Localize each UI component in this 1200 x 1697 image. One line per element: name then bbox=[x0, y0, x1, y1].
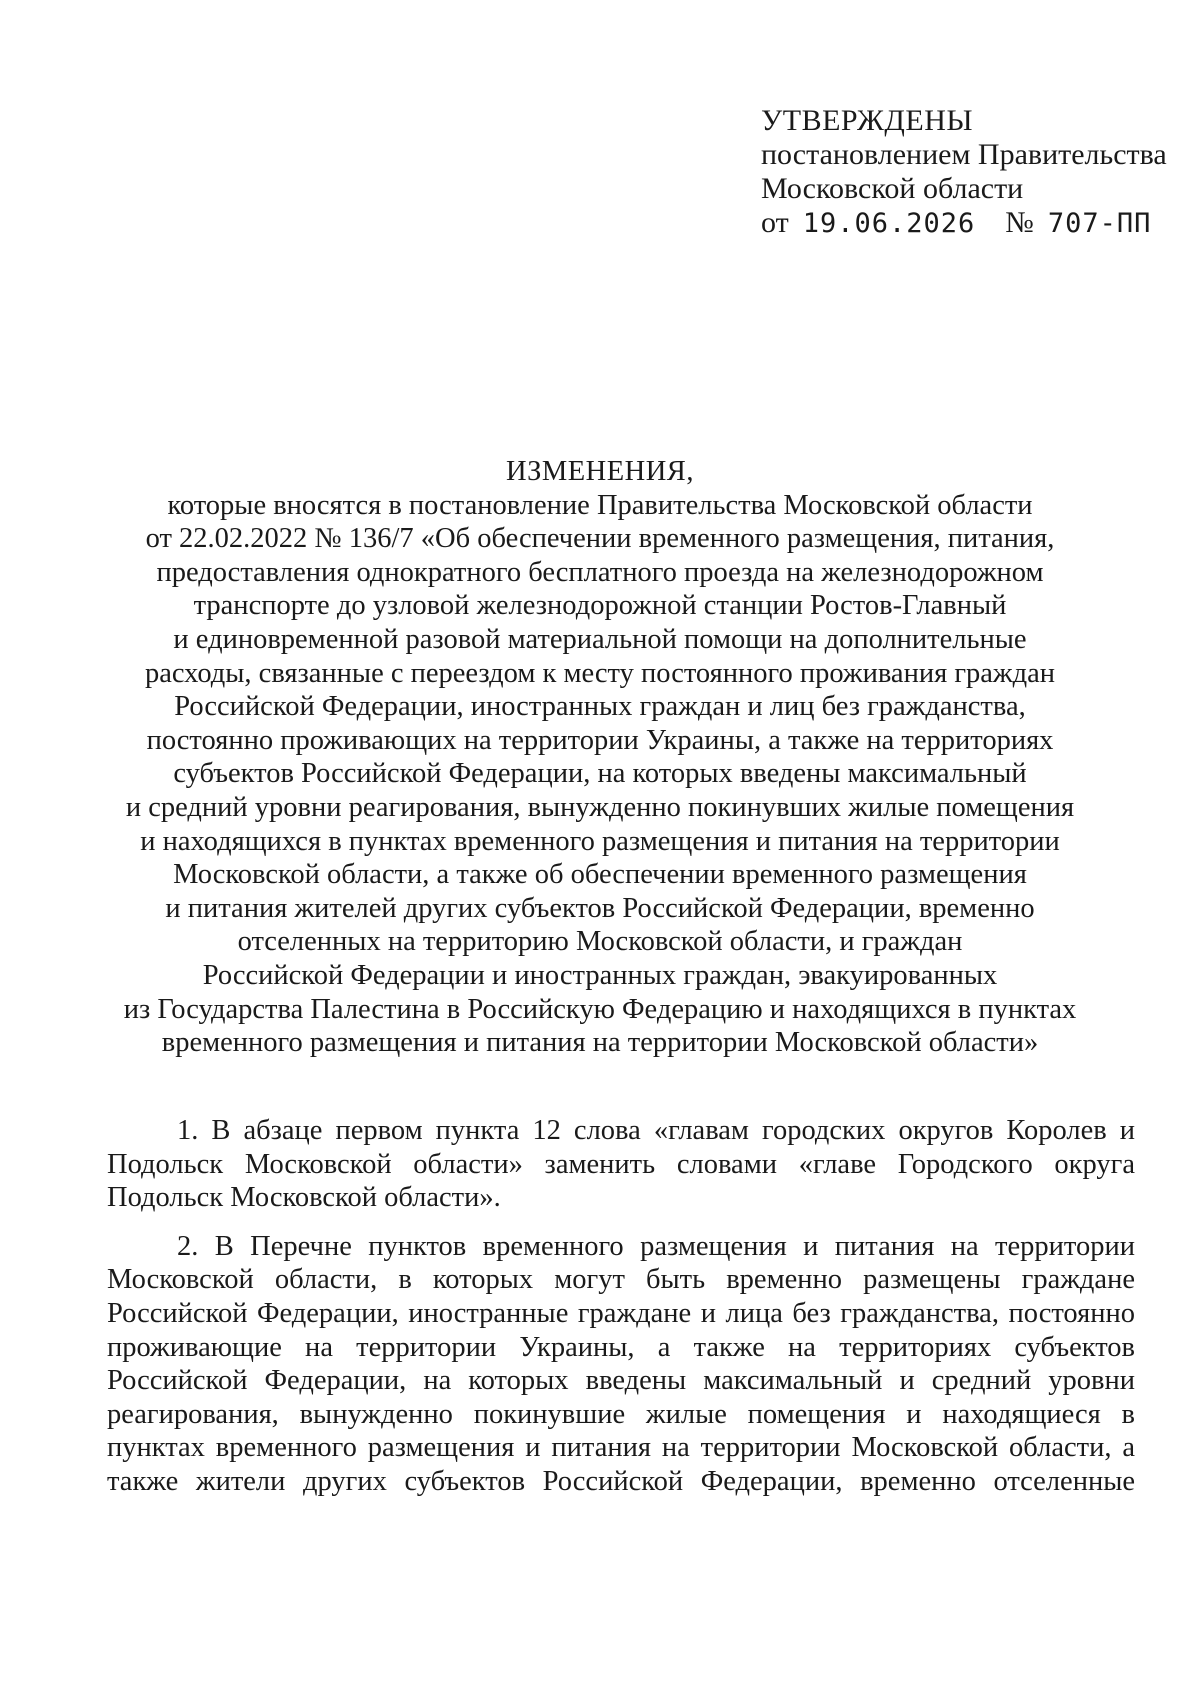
heading-line: которые вносятся в постановление Правительства Московской области bbox=[167, 489, 1033, 521]
heading-line: Российской Федерации, иностранных граждан и лиц без гражданства, bbox=[174, 691, 1026, 723]
heading-line: Российской Федерации и иностранных граждан, эвакуированных bbox=[202, 959, 998, 991]
heading-line: постоянно проживающих на территории Украины, а также на территориях bbox=[146, 724, 1054, 756]
body-paragraph-2: 2. В Перечне пунктов временного размещения и питания на территории Московской области, в которых могут быть временно размещены граждане Российской Федерации, иностранные граждане и лица без гражданства, постоянно проживающие на территории Украины, а также на территориях субъектов Российской Федерации, на которых введены максимальный и средний уровни реагирования, вынужденно покинувшие жилые помещения и находящиеся в пунктах временного размещения и питания на территории Московской области, а также жители других субъектов Российской Федерации, временно отселенные bbox=[107, 1230, 1135, 1497]
approval-stamp-block bbox=[761, 104, 1167, 241]
heading-line: и средний уровни реагирования, вынужденно покинувших жилые помещения bbox=[125, 791, 1075, 823]
heading-title: ИЗМЕНЕНИЯ, bbox=[506, 456, 694, 487]
heading-line: от 22.02.2022 № 136/7 «Об обеспечении временного размещения, питания, bbox=[145, 523, 1055, 555]
approval-title: УТВЕРЖДЕНЫ bbox=[761, 104, 974, 137]
approval-number-sign: № bbox=[1005, 206, 1034, 239]
document-body bbox=[107, 1114, 1135, 1514]
heading-line: расходы, связанные с переездом к месту постоянного проживания граждан bbox=[145, 657, 1055, 689]
body-paragraph-1: 1. В абзаце первом пункта 12 слова «главам городских округов Королев и Подольск Московской области» заменить словами «главе Городского округа Подольск Московской области». bbox=[107, 1115, 1135, 1214]
approval-date: 19.06.2026 bbox=[802, 208, 976, 239]
heading-line: из Государства Палестина в Российскую Федерацию и находящихся в пунктах bbox=[123, 993, 1077, 1025]
heading-line: субъектов Российской Федерации, на которых введены максимальный bbox=[173, 758, 1027, 790]
document-heading bbox=[100, 455, 1100, 1060]
heading-line: предоставления однократного бесплатного проезда на железнодорожном bbox=[156, 556, 1044, 588]
approval-line-1: постановлением Правительства bbox=[761, 138, 1167, 171]
heading-line: Московской области, а также об обеспечении временного размещения bbox=[173, 859, 1027, 891]
heading-line: отселенных на территорию Московской области, и граждан bbox=[237, 926, 963, 958]
heading-line: и питания жителей других субъектов Российской Федерации, временно bbox=[165, 892, 1035, 924]
approval-date-prefix: от bbox=[761, 206, 789, 239]
heading-line: транспорте до узловой железнодорожной станции Ростов-Главный bbox=[193, 590, 1007, 622]
heading-line: временного размещения и питания на территории Московской области» bbox=[161, 1027, 1039, 1059]
approval-number: 707-ПП bbox=[1047, 208, 1152, 239]
approval-date-row bbox=[761, 206, 1161, 241]
heading-line: и единовременной разовой материальной помощи на дополнительные bbox=[173, 623, 1027, 655]
heading-line: и находящихся в пунктах временного размещения и питания на территории bbox=[140, 825, 1060, 857]
approval-line-2: Московской области bbox=[761, 172, 1024, 205]
